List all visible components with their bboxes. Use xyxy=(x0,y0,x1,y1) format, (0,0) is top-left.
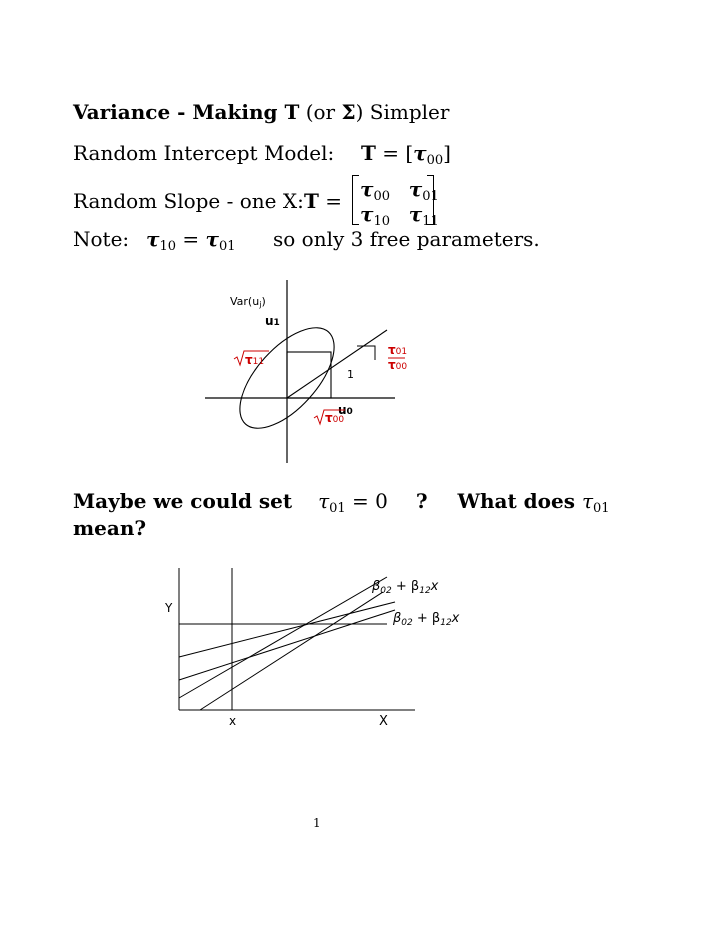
tau-symbol-2: τ xyxy=(581,489,594,513)
section-title xyxy=(73,100,449,124)
u0-label: u0 xyxy=(338,403,353,417)
slope-one: 1 xyxy=(347,368,354,381)
slope-ratio xyxy=(388,343,407,372)
regression-line xyxy=(287,330,387,398)
title-T: T xyxy=(284,100,300,124)
note-label: Note: xyxy=(73,227,130,251)
var-label: Var(uj) xyxy=(230,295,266,309)
title-close: ) Simpler xyxy=(355,100,450,124)
tau-00: τ xyxy=(360,177,374,201)
y-label: Y xyxy=(165,601,173,615)
ellipse-figure xyxy=(195,275,435,470)
title-or: (or xyxy=(299,100,342,124)
random-slope-label: Random Slope - one X: xyxy=(73,189,304,213)
tau-01: τ xyxy=(408,177,423,201)
tau-10: τ xyxy=(360,202,374,226)
random-slope-lhs xyxy=(304,189,342,213)
title-sigma: Σ xyxy=(341,100,356,124)
matrix-T: T xyxy=(304,189,319,213)
svg-text:τ00: τ00 xyxy=(325,411,345,425)
sqrt-tau11 xyxy=(234,351,269,367)
page-number: 1 xyxy=(313,816,321,830)
tau-11: τ xyxy=(408,202,423,226)
line1-label: $\beta_{02} + \beta_{12}x$ xyxy=(372,579,439,596)
note-tail: so only 3 free parameters. xyxy=(273,227,540,251)
tau-10-sub: 10 xyxy=(373,214,391,229)
question-part2: What does xyxy=(457,489,575,513)
bracket-close: ] xyxy=(443,141,451,165)
question-line-2: mean? xyxy=(73,516,147,540)
tau-00-sub: 00 xyxy=(373,189,391,204)
svg-text:τ00: τ00 xyxy=(388,358,408,372)
u1-label: u1 xyxy=(265,314,280,328)
x-small-label: x xyxy=(229,714,237,728)
tau-01-sub: 01 xyxy=(422,189,439,204)
equals: = xyxy=(176,227,206,251)
line-shallow-1 xyxy=(179,602,395,657)
svg-text:τ01: τ01 xyxy=(388,343,408,357)
bounding-box xyxy=(287,352,331,398)
tau-subscript: 01 xyxy=(329,501,346,516)
line2-label: $\beta_{02} + \beta_{12}x$ xyxy=(393,611,460,628)
tau-01: τ xyxy=(205,227,219,251)
note-equation xyxy=(146,227,236,254)
tau-subscript: 00 xyxy=(426,153,444,168)
tau-11-sub: 11 xyxy=(422,214,439,229)
line-steep-2 xyxy=(200,592,383,710)
equals-zero: = 0 xyxy=(345,489,388,513)
matrix-row-1 xyxy=(360,177,439,204)
svg-text:τ11: τ11 xyxy=(245,353,265,367)
tau-10-sub: 10 xyxy=(159,239,177,254)
tau-01-sub: 01 xyxy=(218,239,236,254)
tau-subscript-2: 01 xyxy=(593,501,610,516)
tau-10: τ xyxy=(146,227,160,251)
equals: = [ xyxy=(375,141,414,165)
question-line-1 xyxy=(73,489,610,516)
question-part1: Maybe we could set xyxy=(73,489,293,513)
matrix-T: T xyxy=(360,141,376,165)
tau-symbol: τ xyxy=(318,489,330,513)
equals: = xyxy=(318,189,343,213)
lines-figure xyxy=(155,562,475,737)
tau-symbol: τ xyxy=(413,141,427,165)
matrix-row-2 xyxy=(360,202,439,229)
title-text: Variance - Making xyxy=(73,100,285,124)
line-steep-1 xyxy=(179,577,387,698)
question-mark: ? xyxy=(415,489,428,513)
random-intercept-line xyxy=(73,141,451,168)
x-big-label: X xyxy=(379,714,388,729)
line-shallow-2 xyxy=(179,610,395,680)
random-intercept-label: Random Intercept Model: xyxy=(73,141,335,165)
